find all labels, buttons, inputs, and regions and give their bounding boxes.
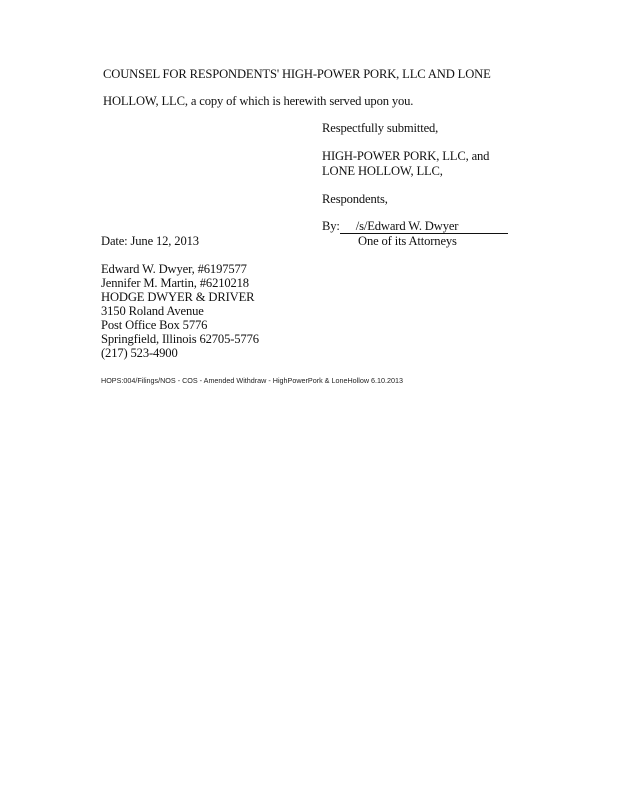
signature-name: /s/Edward W. Dwyer: [340, 220, 509, 234]
closing-text: Respectfully submitted,: [322, 121, 439, 135]
attorney-line: Edward W. Dwyer, #6197577: [101, 262, 247, 276]
signature-line: [322, 219, 508, 234]
attorney-line: Jennifer M. Martin, #6210218: [101, 276, 249, 290]
signature-title: One of its Attorneys: [358, 234, 457, 248]
footer-file-path: HOPS:004/Filings/NOS - COS - Amended Withdraw - HighPowerPork & LoneHollow 6.10.2013: [101, 376, 404, 385]
paragraph-line-2: HOLLOW, LLC, a copy of which is herewith served upon you.: [103, 94, 414, 108]
party-role: Respondents,: [322, 192, 388, 206]
party-name-line-1: HIGH-POWER PORK, LLC, and: [322, 149, 490, 163]
paragraph-line-1: COUNSEL FOR RESPONDENTS' HIGH-POWER PORK, LLC AND LONE: [103, 67, 491, 81]
attorney-line: HODGE DWYER & DRIVER: [101, 290, 255, 304]
attorney-line: Post Office Box 5776: [101, 318, 208, 332]
document-date: Date: June 12, 2013: [101, 234, 199, 248]
party-name-line-2: LONE HOLLOW, LLC,: [322, 164, 443, 178]
attorney-line: Springfield, Illinois 62705-5776: [101, 332, 259, 346]
attorney-line: 3150 Roland Avenue: [101, 304, 204, 318]
signature-by-label: By:: [322, 219, 340, 233]
attorney-line: (217) 523-4900: [101, 346, 178, 360]
